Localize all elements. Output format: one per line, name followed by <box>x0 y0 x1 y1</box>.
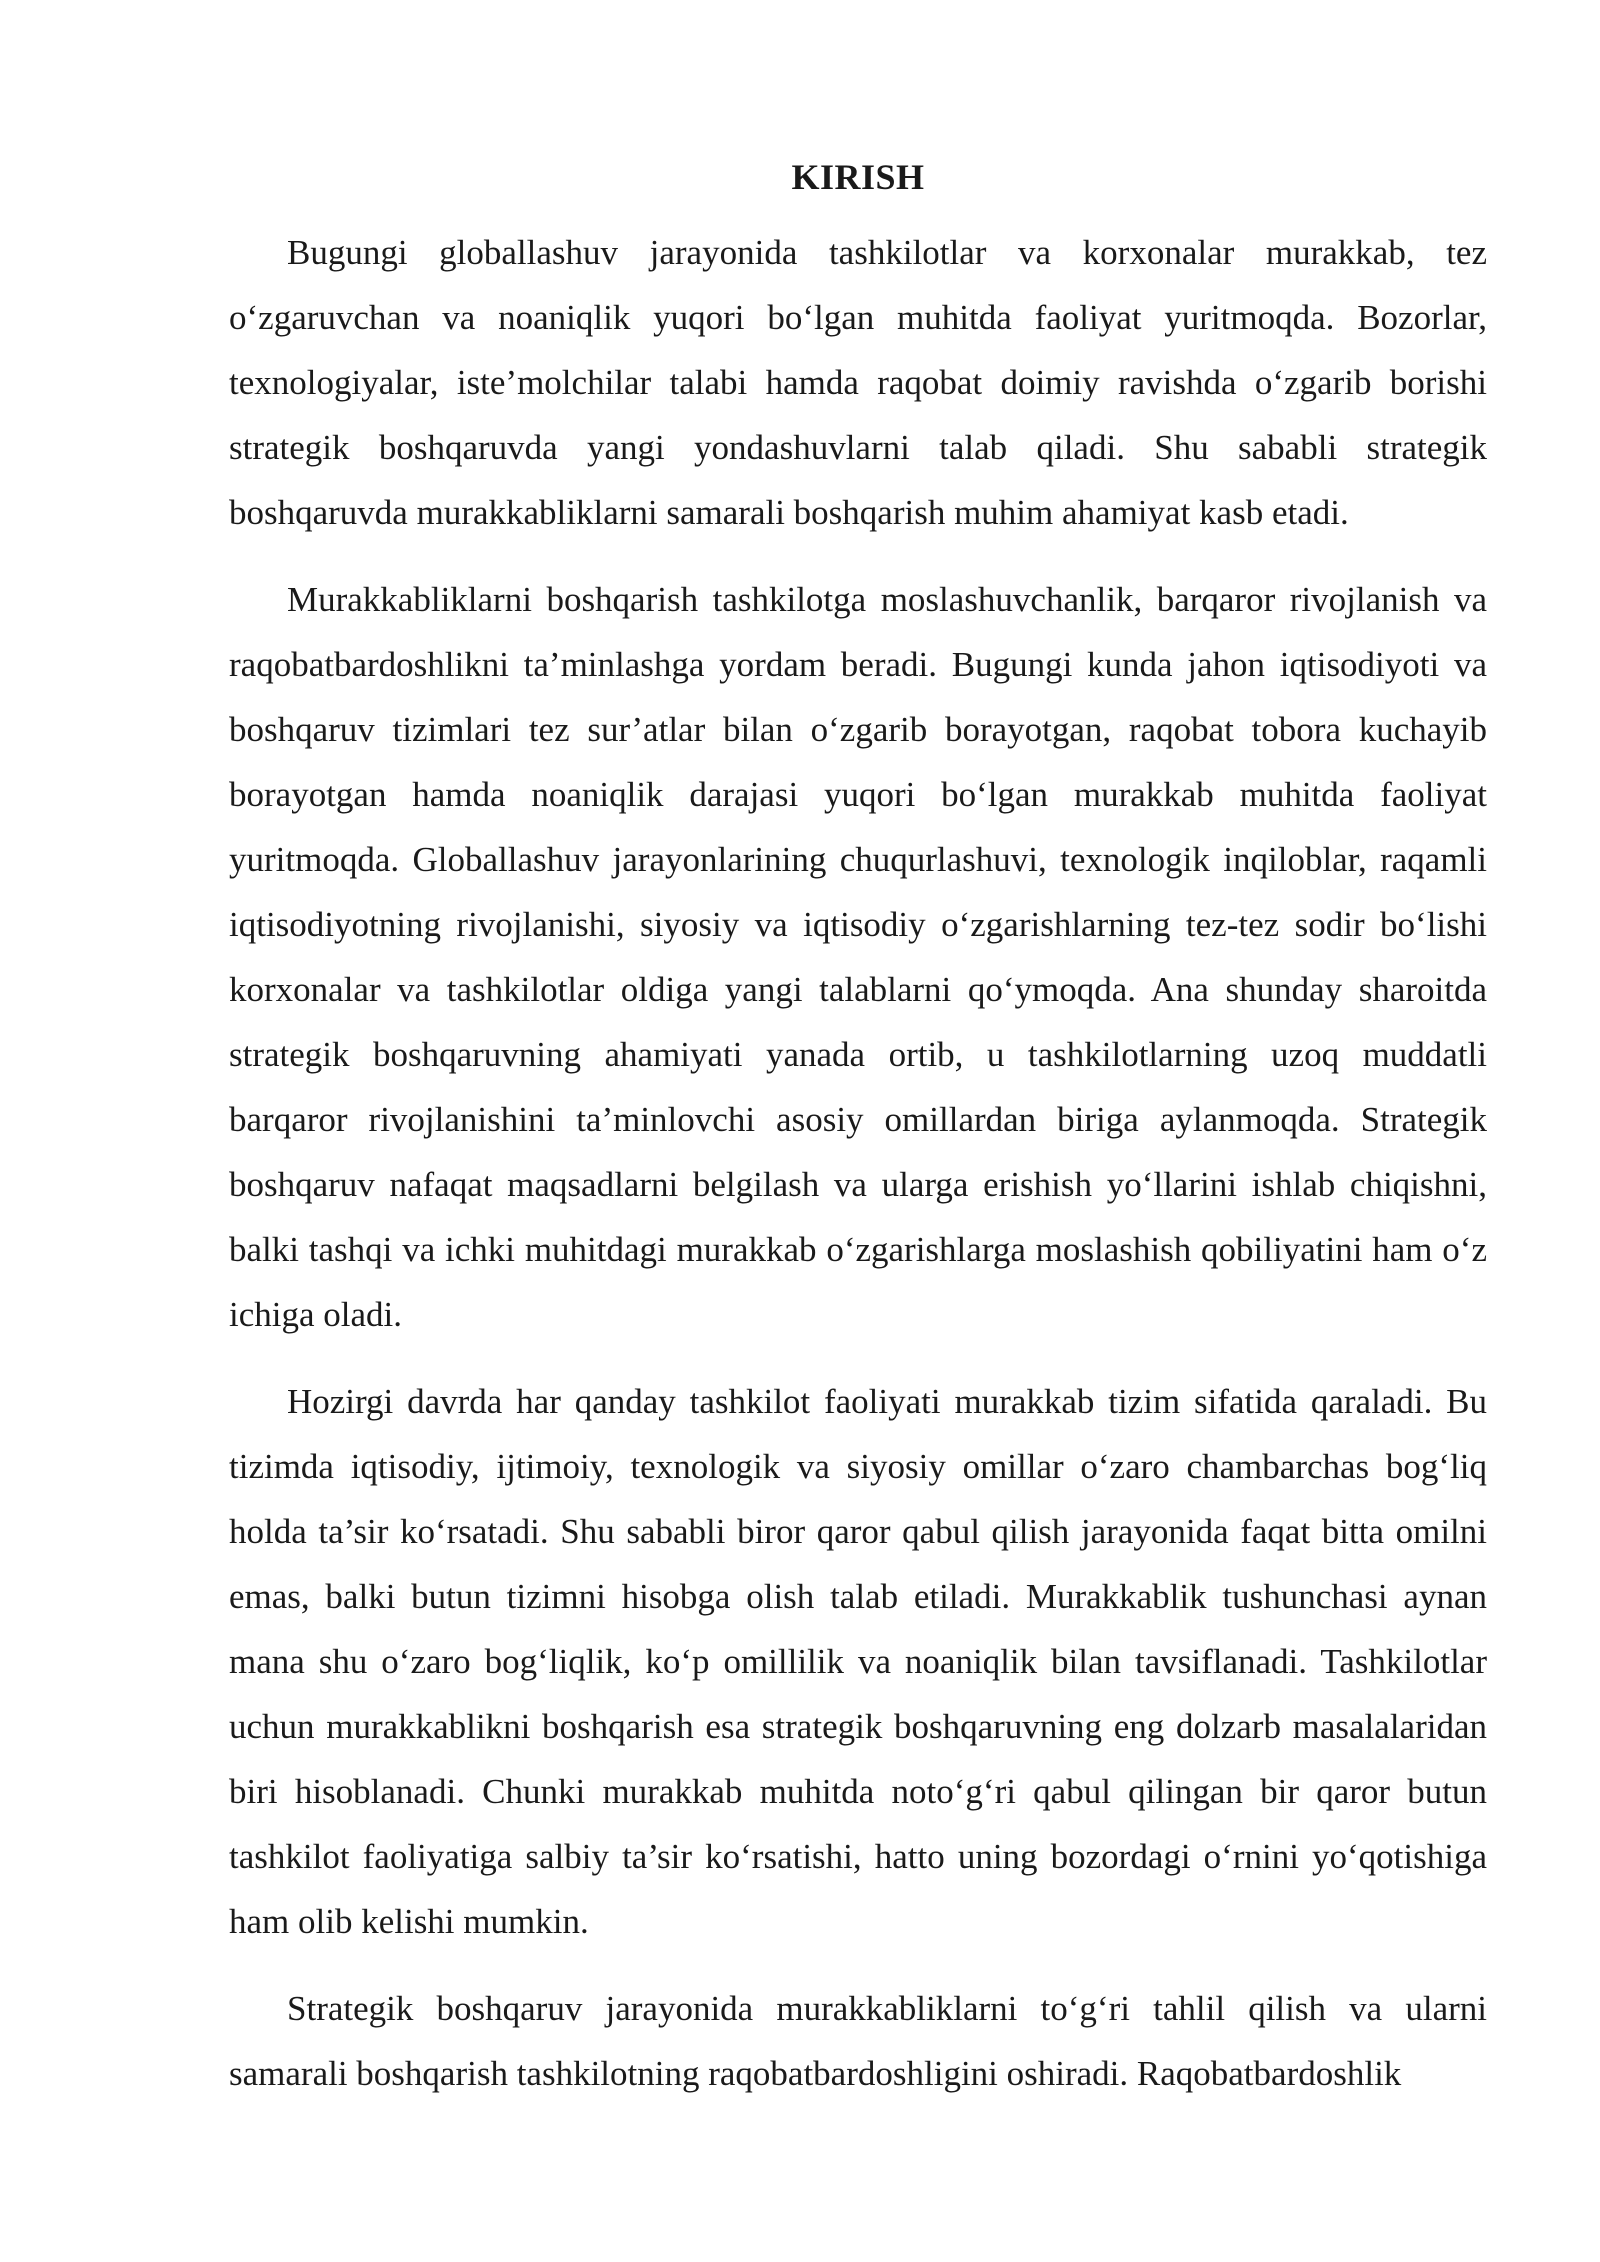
page-title: KIRISH <box>791 157 925 197</box>
paragraph-3: Hozirgi davrda har qanday tashkilot faoliyati murakkab tizim sifatida qaraladi. Bu tizimda iqtisodiy, ijtimoiy, texnologik va siyosiy omillar o‘zaro chambarchas bog‘liq holda ta’sir ko‘rsatadi. Shu sababli biror qaror qabul qilish jarayonida faqat bitta omilni emas, balki butun tizimni hisobga olish talab etiladi. Murakkablik tushunchasi aynan mana shu o‘zaro bog‘liqlik, ko‘p omillilik va noaniqlik bilan tavsiflanadi. Tashkilotlar uchun murakkablikni boshqarish esa strategik boshqaruvning eng dolzarb masalalaridan biri hisoblanadi. Chunki murakkab muhitda noto‘g‘ri qabul qilingan bir qaror butun tashkilot faoliyatiga salbiy ta’sir ko‘rsatishi, hatto uning bozordagi o‘rnini yo‘qotishiga ham olib kelishi mumkin. <box>229 1382 1487 1941</box>
paragraph-1: Bugungi globallashuv jarayonida tashkilotlar va korxonalar murakkab, tez o‘zgaruvchan va noaniqlik yuqori bo‘lgan muhitda faoliyat yuritmoqda. Bozorlar, texnologiyalar, iste’molchilar talabi hamda raqobat doimiy ravishda o‘zgarib borishi strategik boshqaruvda yangi yondashuvlarni talab qiladi. Shu sababli strategik boshqaruvda murakkabliklarni samarali boshqarish muhim ahamiyat kasb etadi. <box>229 233 1487 532</box>
paragraph-2: Murakkabliklarni boshqarish tashkilotga moslashuvchanlik, barqaror rivojlanish va raqobatbardoshlikni ta’minlashga yordam beradi. Bugungi kunda jahon iqtisodiyoti va boshqaruv tizimlari tez sur’atlar bilan o‘zgarib borayotgan, raqobat tobora kuchayib borayotgan hamda noaniqlik darajasi yuqori bo‘lgan murakkab muhitda faoliyat yuritmoqda. Globallashuv jarayonlarining chuqurlashuvi, texnologik inqiloblar, raqamli iqtisodiyotning rivojlanishi, siyosiy va iqtisodiy o‘zgarishlarning tez-tez sodir bo‘lishi korxonalar va tashkilotlar oldiga yangi talablarni qo‘ymoqda. Ana shunday sharoitda strategik boshqaruvning ahamiyati yanada ortib, u tashkilotlarning uzoq muddatli barqaror rivojlanishini ta’minlovchi asosiy omillardan biriga aylanmoqda. Strategik boshqaruv nafaqat maqsadlarni belgilash va ularga erishish yo‘llarini ishlab chiqishni, balki tashqi va ichki muhitdagi murakkab o‘zgarishlarga moslashish qobiliyatini ham o‘z ichiga oladi. <box>229 580 1487 1334</box>
paragraph-4: Strategik boshqaruv jarayonida murakkabliklarni to‘g‘ri tahlil qilish va ularni samarali boshqarish tashkilotning raqobatbardoshligini oshiradi. Raqobatbardoshlik <box>229 1989 1487 2093</box>
document-body <box>229 148 1487 2128</box>
